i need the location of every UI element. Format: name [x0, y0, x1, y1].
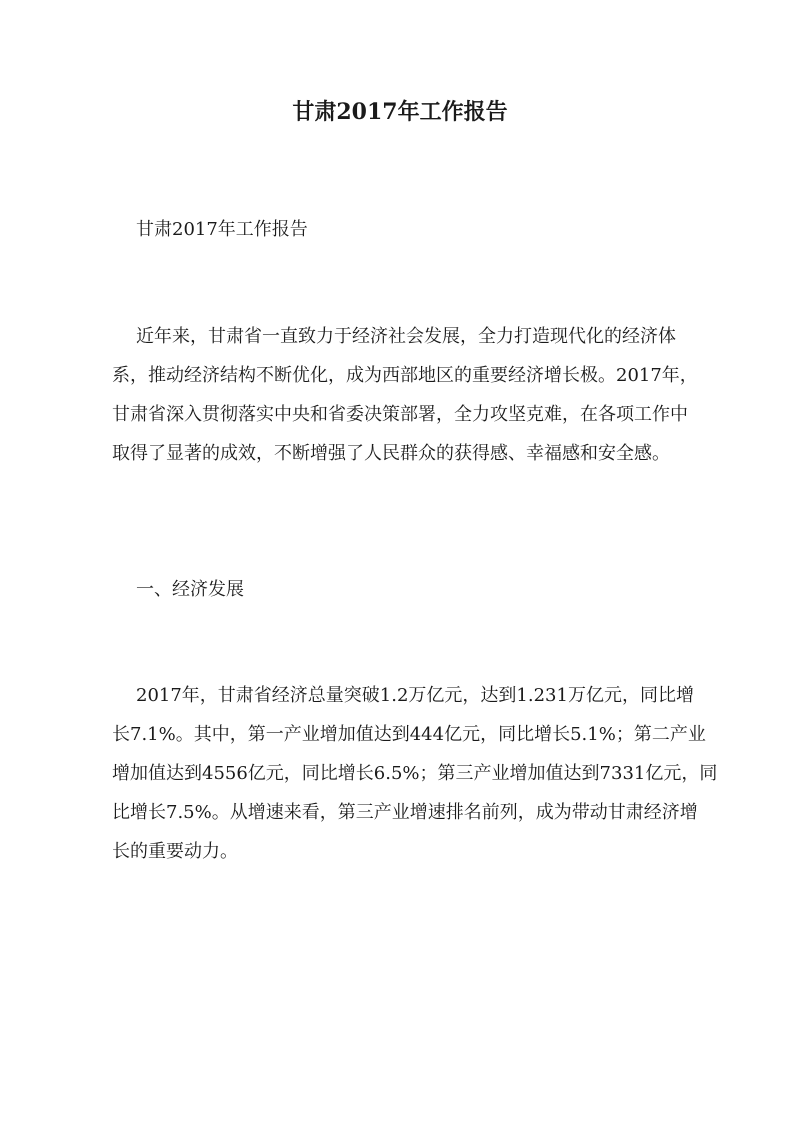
economy-line: 比增长7.5%。从增速来看，第三产业增速排名前列，成为带动甘肃经济增: [112, 802, 698, 823]
intro-line: 甘肃省深入贯彻落实中央和省委决策部署，全力攻坚克难，在各项工作中: [112, 404, 688, 425]
document-subtitle: 甘肃2017年工作报告: [136, 219, 308, 240]
economy-line: 长7.1%。其中，第一产业增加值达到444亿元，同比增长5.1%；第二产业: [112, 724, 706, 745]
intro-line: 近年来，甘肃省一直致力于经济社会发展，全力打造现代化的经济体: [136, 326, 676, 347]
economy-paragraph: [112, 676, 718, 871]
economy-line: 长的重要动力。: [112, 841, 238, 862]
economy-line: 2017年，甘肃省经济总量突破1.2万亿元，达到1.231万亿元，同比增: [136, 685, 694, 706]
intro-paragraph: [112, 317, 697, 473]
economy-line: 增加值达到4556亿元，同比增长6.5%；第三产业增加值达到7331亿元，同: [112, 763, 718, 784]
section-heading-economy: 一、经济发展: [136, 579, 244, 600]
intro-line: 系，推动经济结构不断优化，成为西部地区的重要经济增长极。2017年，: [112, 365, 698, 386]
document-title: 甘肃2017年工作报告: [292, 99, 508, 125]
intro-line: 取得了显著的成效，不断增强了人民群众的获得感、幸福感和安全感。: [112, 443, 670, 464]
